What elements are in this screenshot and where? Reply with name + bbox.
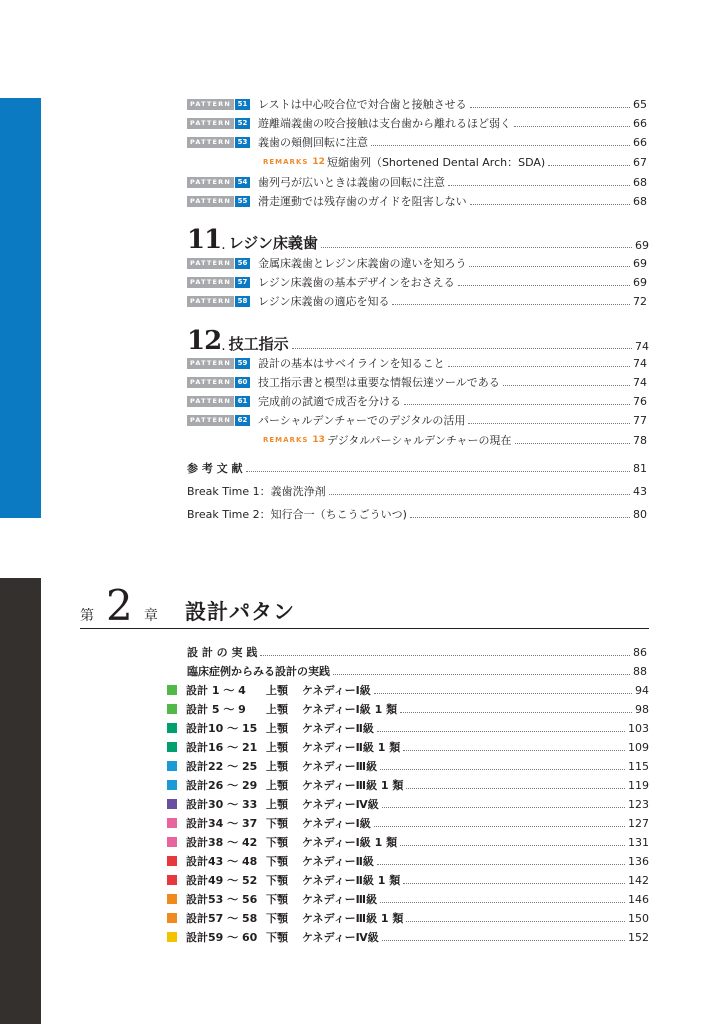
- jaw-label: 上顎: [266, 760, 288, 773]
- color-marker: [167, 894, 177, 904]
- page-number: 69: [633, 256, 647, 270]
- entry-title: Break Time 2：知行合一（ちこうごういつ): [187, 508, 407, 521]
- leader-dots: [377, 864, 625, 865]
- page-number: 119: [628, 778, 649, 792]
- kennedy-class: ケネディーⅡ級: [302, 855, 374, 868]
- design-entry[interactable]: [167, 909, 649, 927]
- design-entry[interactable]: [167, 681, 649, 699]
- design-range: 設計26 〜 29: [186, 779, 258, 792]
- kennedy-class: ケネディーⅡ級: [302, 722, 374, 735]
- leader-dots: [400, 712, 632, 713]
- entry-title: 臨床症例からみる設計の実践: [187, 665, 330, 678]
- design-range: 設計22 〜 25: [186, 760, 258, 773]
- pattern-badge: PATTERN 52: [187, 118, 250, 129]
- section-title: 技工指示: [228, 335, 289, 353]
- entry-title: 歯列弓が広いときは義歯の回転に注意: [258, 176, 445, 189]
- page-number: 68: [633, 175, 647, 189]
- toc-entry[interactable]: [187, 173, 647, 191]
- leader-dots: [392, 304, 630, 305]
- section-number: 11: [187, 225, 222, 255]
- color-marker: [167, 932, 177, 942]
- toc-entry[interactable]: [187, 292, 647, 310]
- leader-dots: [371, 145, 630, 146]
- entry-title: 参 考 文 献: [187, 462, 243, 475]
- entry-title: デジタルパーシャルデンチャーの現在: [326, 434, 512, 447]
- remarks-label: REMARKS: [263, 158, 309, 166]
- chapter-prefix: 第: [80, 608, 94, 624]
- design-entry[interactable]: [167, 890, 649, 908]
- kennedy-class: ケネディーⅠ級 1 類: [302, 703, 398, 716]
- leader-dots: [377, 731, 625, 732]
- page-number: 146: [628, 892, 649, 906]
- leader-dots: [404, 404, 630, 405]
- references-entry[interactable]: [187, 459, 647, 477]
- jaw-label: 下顎: [266, 817, 288, 830]
- leader-dots: [410, 517, 630, 518]
- design-entry[interactable]: [167, 928, 649, 946]
- chapter-title: 設計パタン: [185, 600, 295, 624]
- design-range: 設計16 〜 21: [186, 741, 258, 754]
- jaw-label: 下顎: [266, 931, 288, 944]
- pattern-badge: PATTERN 60: [187, 377, 250, 388]
- leader-dots: [380, 902, 625, 903]
- jaw-label: 上顎: [266, 684, 288, 697]
- chapter-number: 2: [106, 581, 133, 630]
- entry-title: 金属床義歯とレジン床義歯の違いを知ろう: [258, 257, 467, 270]
- kennedy-class: ケネディーⅠ級: [302, 684, 371, 697]
- color-marker: [167, 913, 177, 923]
- pattern-badge: PATTERN 54: [187, 177, 250, 188]
- remarks-label: REMARKS: [263, 436, 309, 444]
- page-number: 78: [633, 433, 647, 447]
- toc-entry[interactable]: [187, 192, 647, 210]
- pattern-badge: PATTERN 61: [187, 396, 250, 407]
- leader-dots: [448, 185, 630, 186]
- entry-title: 設計の基本はサベイラインを知ること: [258, 357, 445, 370]
- kennedy-class: ケネディーⅠ級 1 類: [302, 836, 398, 849]
- break-time-entry[interactable]: [187, 505, 647, 523]
- jaw-label: 上顎: [266, 703, 288, 716]
- entry-title: 短縮歯列（Shortened Dental Arch：SDA): [326, 156, 546, 169]
- section-dot: .: [221, 338, 226, 354]
- leader-dots: [246, 471, 631, 472]
- remarks-entry[interactable]: [187, 431, 647, 449]
- design-entry[interactable]: [167, 738, 649, 756]
- design-range: 設計10 〜 15: [186, 722, 258, 735]
- toc-entry[interactable]: [187, 114, 647, 132]
- page-number: 150: [628, 911, 649, 925]
- page-number: 136: [628, 854, 649, 868]
- remarks-number: 13: [312, 435, 325, 445]
- color-marker: [167, 704, 177, 714]
- page-number: 98: [635, 702, 649, 716]
- page-number: 152: [628, 930, 649, 944]
- leader-dots: [380, 769, 625, 770]
- entry-title: 設 計 の 実 践: [187, 646, 258, 659]
- leader-dots: [400, 845, 625, 846]
- chapter-tab-blue: [0, 98, 41, 518]
- pattern-badge: PATTERN 62: [187, 415, 250, 426]
- jaw-label: 上顎: [266, 779, 288, 792]
- leader-dots: [333, 674, 630, 675]
- section-dot: .: [221, 237, 226, 253]
- color-marker: [167, 818, 177, 828]
- page-number: 80: [633, 507, 647, 521]
- break-time-entry[interactable]: [187, 482, 647, 500]
- color-marker: [167, 856, 177, 866]
- leader-dots: [403, 883, 625, 884]
- design-entry[interactable]: [167, 776, 649, 794]
- leader-dots: [468, 423, 630, 424]
- design-range: 設計38 〜 42: [186, 836, 258, 849]
- design-entry[interactable]: [167, 700, 649, 718]
- entry-title: レジン床義歯の基本デザインをおさえる: [258, 276, 455, 289]
- chapter-suffix: 章: [144, 608, 158, 624]
- toc-entry[interactable]: [187, 133, 647, 151]
- page-number: 109: [628, 740, 649, 754]
- design-entry[interactable]: [167, 871, 649, 889]
- entry-title: 義歯の頬側回転に注意: [258, 136, 368, 149]
- page-number: 76: [633, 394, 647, 408]
- design-entry[interactable]: [167, 757, 649, 775]
- page-number: 131: [628, 835, 649, 849]
- section-title: レジン床義歯: [228, 234, 318, 252]
- page-number: 69: [633, 275, 647, 289]
- pattern-badge: PATTERN 58: [187, 296, 250, 307]
- entry-title: 遊離端義歯の咬合接触は支台歯から離れるほど弱く: [258, 117, 511, 130]
- jaw-label: 上顎: [266, 722, 288, 735]
- section-heading-12[interactable]: [187, 326, 649, 354]
- leader-dots: [470, 107, 630, 108]
- design-range: 設計30 〜 33: [186, 798, 258, 811]
- toc-entry[interactable]: [187, 95, 647, 113]
- design-range: 設計 1 〜 4: [186, 684, 246, 697]
- kennedy-class: ケネディーⅡ級 1 類: [302, 874, 401, 887]
- jaw-label: 下顎: [266, 836, 288, 849]
- color-marker: [167, 685, 177, 695]
- page-number: 69: [635, 239, 649, 252]
- entry-title: Break Time 1：義歯洗浄剤: [187, 485, 326, 498]
- page-number: 43: [633, 484, 647, 498]
- jaw-label: 下顎: [266, 874, 288, 887]
- leader-dots: [329, 494, 630, 495]
- design-entry[interactable]: [167, 833, 649, 851]
- kennedy-class: ケネディーⅢ級: [302, 760, 378, 773]
- toc-entry[interactable]: [187, 643, 647, 661]
- color-marker: [167, 723, 177, 733]
- pattern-badge: PATTERN 53: [187, 137, 250, 148]
- color-marker: [167, 875, 177, 885]
- toc-entry[interactable]: [187, 411, 647, 429]
- leader-dots: [260, 655, 630, 656]
- jaw-label: 上顎: [266, 741, 288, 754]
- entry-title: パーシャルデンチャーでのデジタルの活用: [258, 414, 466, 427]
- pattern-badge: PATTERN 51: [187, 99, 250, 110]
- page-number: 94: [635, 683, 649, 697]
- design-entry[interactable]: [167, 719, 649, 737]
- color-marker: [167, 780, 177, 790]
- page-number: 65: [633, 97, 647, 111]
- design-range: 設計53 〜 56: [186, 893, 258, 906]
- leader-dots: [470, 204, 630, 205]
- remarks-entry[interactable]: [187, 153, 647, 171]
- toc-entry[interactable]: [187, 273, 647, 291]
- jaw-label: 上顎: [266, 798, 288, 811]
- page-number: 127: [628, 816, 649, 830]
- page-number: 123: [628, 797, 649, 811]
- toc-entry[interactable]: [187, 254, 647, 272]
- leader-dots: [321, 247, 632, 248]
- page-number: 81: [633, 461, 647, 475]
- jaw-label: 下顎: [266, 912, 288, 925]
- kennedy-class: ケネディーⅢ級: [302, 893, 378, 906]
- entry-title: 滑走運動では残存歯のガイドを阻害しない: [258, 195, 467, 208]
- page-number: 68: [633, 194, 647, 208]
- toc-entry[interactable]: [187, 662, 647, 680]
- page-number: 86: [633, 645, 647, 659]
- pattern-badge: PATTERN 57: [187, 277, 250, 288]
- entry-title: 技工指示書と模型は重要な情報伝達ツールである: [258, 376, 500, 389]
- leader-dots: [374, 826, 625, 827]
- section-heading-11[interactable]: [187, 225, 649, 253]
- design-range: 設計57 〜 58: [186, 912, 258, 925]
- kennedy-class: ケネディーⅣ級: [302, 798, 379, 811]
- chapter-tab-dark: [0, 578, 41, 1024]
- section-number: 12: [187, 326, 222, 356]
- design-range: 設計49 〜 52: [186, 874, 258, 887]
- leader-dots: [382, 807, 625, 808]
- color-marker: [167, 799, 177, 809]
- kennedy-class: ケネディーⅡ級 1 類: [302, 741, 401, 754]
- pattern-badge: PATTERN 59: [187, 358, 250, 369]
- page-number: 66: [633, 116, 647, 130]
- page-number: 142: [628, 873, 649, 887]
- leader-dots: [292, 348, 632, 349]
- entry-title: レストは中心咬合位で対合歯と接触させる: [258, 98, 467, 111]
- leader-dots: [548, 165, 630, 166]
- page-number: 72: [633, 294, 647, 308]
- leader-dots: [458, 285, 630, 286]
- color-marker: [167, 837, 177, 847]
- leader-dots: [406, 788, 625, 789]
- design-entry[interactable]: [167, 814, 649, 832]
- kennedy-class: ケネディーⅢ級 1 類: [302, 912, 404, 925]
- design-entry[interactable]: [167, 852, 649, 870]
- kennedy-class: ケネディーⅠ級: [302, 817, 371, 830]
- leader-dots: [406, 921, 625, 922]
- pattern-badge: PATTERN 55: [187, 196, 250, 207]
- page-number: 74: [635, 340, 649, 353]
- toc-entry[interactable]: [187, 392, 647, 410]
- page-number: 66: [633, 135, 647, 149]
- kennedy-class: ケネディーⅣ級: [302, 931, 379, 944]
- page-number: 88: [633, 664, 647, 678]
- design-range: 設計59 〜 60: [186, 931, 258, 944]
- toc-entry[interactable]: [187, 354, 647, 372]
- leader-dots: [469, 266, 630, 267]
- design-range: 設計 5 〜 9: [186, 703, 246, 716]
- chapter-heading: [80, 581, 649, 630]
- jaw-label: 下顎: [266, 855, 288, 868]
- pattern-badge: PATTERN 56: [187, 258, 250, 269]
- design-range: 設計34 〜 37: [186, 817, 258, 830]
- color-marker: [167, 742, 177, 752]
- entry-title: 完成前の試適で成否を分ける: [258, 395, 401, 408]
- leader-dots: [514, 126, 630, 127]
- jaw-label: 下顎: [266, 893, 288, 906]
- page-number: 77: [633, 413, 647, 427]
- page-number: 103: [628, 721, 649, 735]
- kennedy-class: ケネディーⅢ級 1 類: [302, 779, 404, 792]
- page-number: 67: [633, 155, 647, 169]
- design-range: 設計43 〜 48: [186, 855, 258, 868]
- entry-title: レジン床義歯の適応を知る: [258, 295, 390, 308]
- leader-dots: [515, 443, 630, 444]
- toc-entry[interactable]: [187, 373, 647, 391]
- leader-dots: [382, 940, 625, 941]
- remarks-number: 12: [312, 157, 325, 167]
- leader-dots: [403, 750, 625, 751]
- page-number: 74: [633, 375, 647, 389]
- leader-dots: [374, 693, 632, 694]
- page-number: 115: [628, 759, 649, 773]
- page-number: 74: [633, 356, 647, 370]
- color-marker: [167, 761, 177, 771]
- leader-dots: [448, 366, 630, 367]
- design-entry[interactable]: [167, 795, 649, 813]
- leader-dots: [503, 385, 630, 386]
